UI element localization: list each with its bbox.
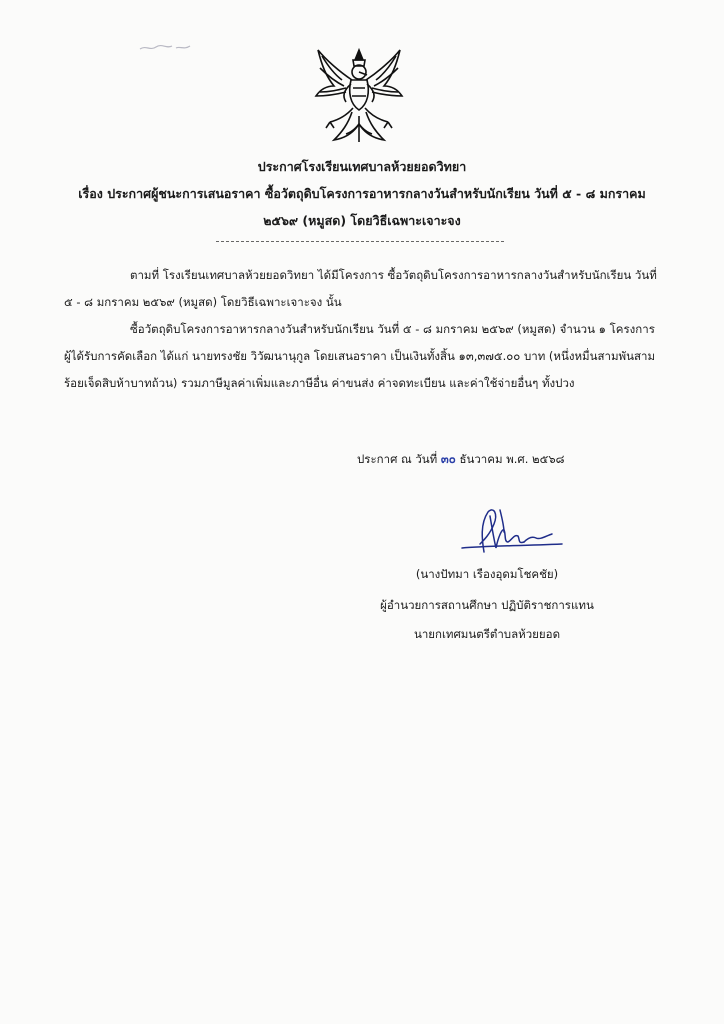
announcement-date	[357, 451, 565, 469]
announcement-prefix: ประกาศ ณ วันที่	[357, 452, 438, 466]
subject-line-2: ๒๕๖๙ (หมูสด) โดยวิธีเฉพาะเจาะจง	[263, 213, 461, 228]
signer-position: ผู้อำนวยการสถานศึกษา ปฏิบัติราชการแทน	[380, 598, 594, 612]
body-paragraph-1: ตามที่ โรงเรียนเทศบาลห้วยยอดวิทยา ได้มีโครงการ ซื้อวัตถุดิบโครงการอาหารกลางวันสำหรับนักเรียน วันที่ ๕ - ๘ มกราคม ๒๕๖๙ (หมูสด) โดยวิธีเฉพาะเจาะจง นั้น	[64, 268, 657, 309]
announcement-suffix: ธันวาคม พ.ศ. ๒๕๖๘	[459, 452, 565, 466]
subject-line-1: เรื่อง ประกาศผู้ชนะการเสนอราคา ซื้อวัตถุดิบโครงการอาหารกลางวันสำหรับนักเรียน วันที่ ๕ - ๘ มกราคม	[78, 186, 646, 201]
pencil-mark-icon	[138, 40, 192, 54]
document-title: ประกาศโรงเรียนเทศบาลห้วยยอดวิทยา	[257, 159, 467, 174]
handwritten-signature-icon	[454, 504, 566, 562]
announcement-day: ๓๐	[440, 452, 456, 466]
signer-name: (นางปัทมา เรืองอุดมโชคชัย)	[415, 567, 559, 581]
divider	[216, 241, 504, 242]
garuda-emblem-icon	[312, 46, 406, 146]
signer-authority: นายกเทศมนตรีตำบลห้วยยอด	[413, 627, 561, 641]
body-paragraph-2: ซื้อวัตถุดิบโครงการอาหารกลางวันสำหรับนักเรียน วันที่ ๕ - ๘ มกราคม ๒๕๖๙ (หมูสด) จำนวน ๑ โครงการ ผู้ได้รับการคัดเลือก ได้แก่ นายทรงชัย วิวัฒนานุกูล โดยเสนอราคา เป็นเงินทั้งสิ้น ๑๓,๓๗๕.๐๐ บาท (หนึ่งหมื่นสามพันสามร้อยเจ็ดสิบห้าบาทถ้วน) รวมภาษีมูลค่าเพิ่มและภาษีอื่น ค่าขนส่ง ค่าจดทะเบียน และค่าใช้จ่ายอื่นๆ ทั้งปวง	[64, 322, 656, 390]
